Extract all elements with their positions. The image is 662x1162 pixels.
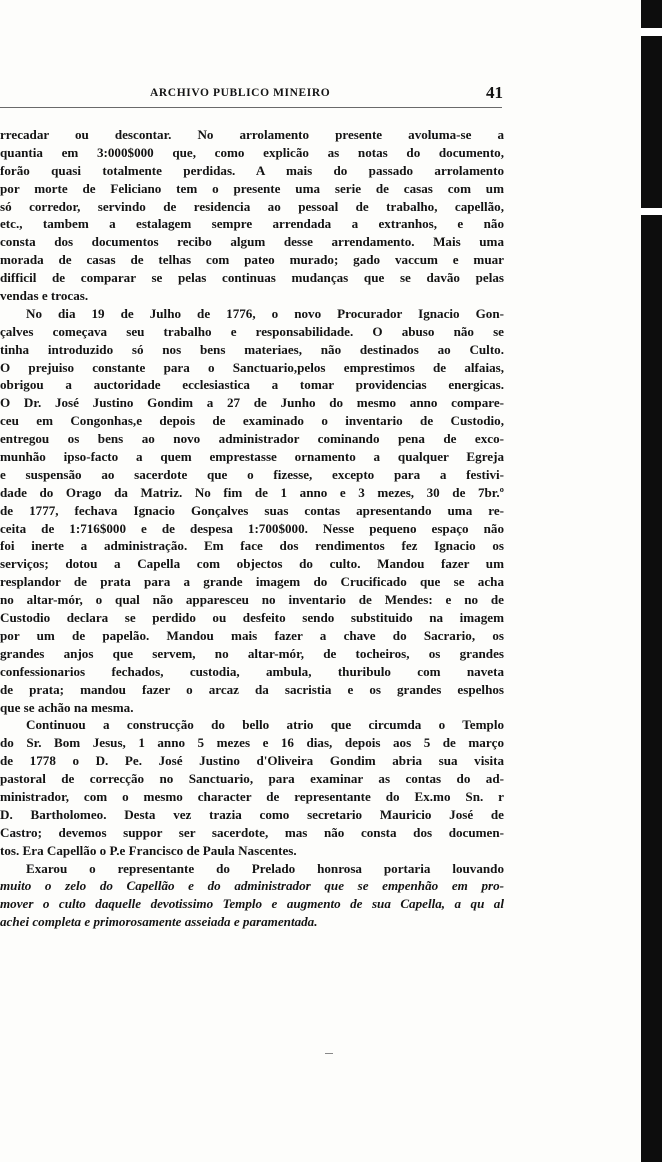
text-line: foi inerte a administração. Em face dos rendimentos fez Ignacio os bbox=[0, 538, 504, 554]
text-line: quantia em 3:000$000 que, como explicão as notas do documento, bbox=[0, 144, 504, 160]
text-line: por morte de Feliciano tem o presente uma serie de casas com um bbox=[0, 180, 504, 196]
text-line: que se achão na mesma. bbox=[0, 699, 134, 715]
text-line: çalves começava seu trabalho e responsabilidade. O abuso não se bbox=[0, 323, 504, 339]
text-line: difficil de comparar se pelas continuas mudanças que se davão pelas bbox=[0, 270, 504, 286]
text-line: serviços; dotou a Capella com objectos do culto. Mandou fazer um bbox=[0, 556, 504, 572]
text-line: ministrador, com o mesmo character de representante do Ex.mo Sn. r bbox=[0, 788, 504, 804]
text-line: munhão ipso-facto a quem emprestasse ornamento a qualquer Egreja bbox=[0, 449, 504, 465]
text-line: muito o zelo do Capellão e do administrador que se empenhão em pro- bbox=[0, 878, 504, 894]
text-line: tinha introduzido só nos bens materiaes, não destinados ao Culto. bbox=[0, 341, 504, 357]
running-header bbox=[0, 83, 520, 104]
text-line: só corredor, servindo de residencia ao pessoal de trabalho, capellão, bbox=[0, 198, 504, 214]
text-line: e suspensão ao sacerdote que o fizesse, excepto para a festivi- bbox=[0, 466, 504, 482]
scan-border-gap bbox=[641, 28, 662, 36]
text-line: ceita de 1:716$000 e de despesa 1:700$000. Nesse pequeno espaço não bbox=[0, 520, 504, 536]
text-line: etc., tambem a estalagem sempre arrendada a extranhos, e não bbox=[0, 216, 504, 232]
text-line: confessionarios fechados, custodia, ambula, thuribulo com naveta bbox=[0, 663, 504, 679]
text-line: No dia 19 de Julho de 1776, o novo Procurador Ignacio Gon- bbox=[26, 305, 504, 321]
text-line: D. Bartholomeo. Desta vez trazia como secretario Mauricio José de bbox=[0, 806, 504, 822]
running-title: ARCHIVO PUBLICO MINEIRO bbox=[150, 87, 331, 99]
text-line: morada de casas de telhas com pateo murado; gado vaccum e muar bbox=[0, 252, 504, 268]
text-line: de 1778 o D. Pe. José Justino d'Oliveira Gondim abria sua visita bbox=[0, 753, 504, 769]
text-line: dade do Orago da Matriz. No fim de 1 anno e 3 mezes, 30 de 7br.º bbox=[0, 484, 504, 500]
text-line: achei completa e primorosamente asseiada e paramentada. bbox=[0, 914, 318, 930]
text-line: de 1777, fechava Ignacio Gonçalves suas contas apresentando uma re- bbox=[0, 502, 504, 518]
text-line: O Dr. José Justino Gondim a 27 de Junho do mesmo anno compare- bbox=[0, 395, 504, 411]
text-line: tos. Era Capellão o P.e Francisco de Paula Nascentes. bbox=[0, 842, 297, 858]
text-line: consta dos documentos recibo algum desse arrendamento. Mais uma bbox=[0, 234, 504, 250]
scan-border-gap bbox=[641, 208, 662, 215]
body-text bbox=[0, 126, 504, 931]
text-line: no altar-mór, o qual não apparesceu no inventario de Mendes: e no de bbox=[0, 592, 504, 608]
text-line: O prejuiso constante para o Sanctuario,pelos emprestimos de alfaias, bbox=[0, 359, 504, 375]
text-line: Castro; devemos suppor ser sacerdote, mas não consta dos documen- bbox=[0, 824, 504, 840]
text-line: grandes anjos que servem, no altar-mór, de tocheiros, os grandes bbox=[0, 645, 504, 661]
header-rule bbox=[0, 107, 502, 108]
text-line: do Sr. Bom Jesus, 1 anno 5 mezes e 16 dias, depois aos 5 de março bbox=[0, 735, 504, 751]
text-line: vendas e trocas. bbox=[0, 288, 89, 304]
text-line: ceu em Congonhas,e depois de examinado o inventario de Custodio, bbox=[0, 413, 504, 429]
text-line: por um de papelão. Mandou mais fazer a chave do Sacrario, os bbox=[0, 627, 504, 643]
text-line: Exarou o representante do Prelado honrosa portaria louvando bbox=[26, 860, 504, 876]
text-line: forão quasi totalmente perdidas. A mais do passado arrolamento bbox=[0, 162, 504, 178]
text-line: Custodio declara se perdido ou desfeito sendo substituido na imagem bbox=[0, 610, 504, 626]
text-line: entregou os bens ao novo administrador cominando pena de exco- bbox=[0, 431, 504, 447]
page-number: 41 bbox=[486, 83, 503, 102]
text-line: de prata; mandou fazer o arcaz da sacristia e os grandes espelhos bbox=[0, 681, 504, 697]
stray-mark bbox=[325, 1053, 333, 1054]
text-line: mover o culto daquelle devotissimo Templo e augmento de sua Capella, a qu al bbox=[0, 896, 504, 912]
text-line: rrecadar ou descontar. No arrolamento presente avoluma-se a bbox=[0, 127, 504, 142]
text-line: resplandor de prata para a grande imagem do Crucificado que se acha bbox=[0, 574, 504, 590]
text-line: pastoral de correcção no Sanctuario, para examinar as contas do ad- bbox=[0, 771, 504, 787]
text-line: obrigou a auctoridade ecclesiastica a tomar providencias energicas. bbox=[0, 377, 504, 393]
scan-border bbox=[641, 0, 662, 1162]
text-line: Continuou a construcção do bello atrio que circumda o Templo bbox=[26, 717, 504, 733]
